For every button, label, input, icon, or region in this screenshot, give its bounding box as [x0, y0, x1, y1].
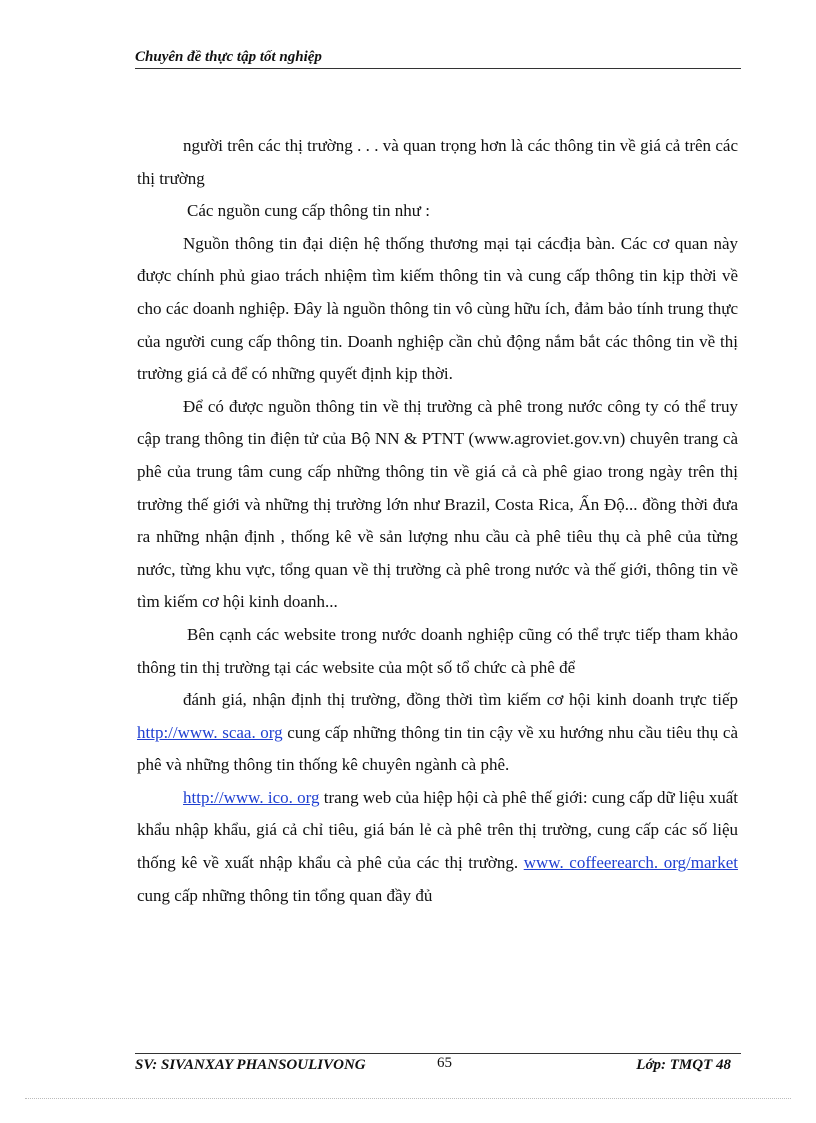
paragraph-7-text: trang web của hiệp hội cà phê thế giới: cung cấp dữ liệu xuất khẩu nhập khẩu, giá cả chỉ tiêu, giá bán lẻ cà phê trên thị trường, cung cấp các số liệu thống kê về xuất nhập khẩu cà phê của các thị trường.	[137, 787, 738, 873]
paragraph-7	[137, 782, 738, 912]
footer-divider	[135, 1053, 741, 1054]
paragraph-4: Để có được nguồn thông tin về thị trường cà phê trong nước công ty có thể truy cập trang thông tin điện tử của Bộ NN & PTNT (www.agroviet.gov.vn) chuyên trang cà phê của trung tâm cung cấp những thông tin về giá cả cà phê giao trong ngày trên thị trường thế giới và những thị trường lớn như Brazil, Costa Rica, Ấn Độ... đồng thời đưa ra những nhận định , thống kê về sản lượng nhu cầu cà phê tiêu thụ cà phê của từng nước, từng khu vực, tổng quan về thị trường cà phê trong nước và thế giới, thông tin về tìm kiếm cơ hội kinh doanh...	[137, 396, 738, 612]
page-number: 65	[437, 1055, 452, 1071]
paragraph-6-text: đánh giá, nhận định thị trường, đồng thời tìm kiếm cơ hội kinh doanh trực tiếp	[183, 690, 738, 710]
header-divider	[135, 68, 741, 69]
document-body	[137, 130, 738, 912]
paragraph-1: người trên các thị trường . . . và quan trọng hơn là các thông tin về giá cả trên các thị trường	[137, 136, 738, 188]
page-footer	[135, 1057, 741, 1081]
scaa-link[interactable]: http://www. scaa. org	[137, 722, 283, 742]
ico-link[interactable]: http://www. ico. org	[183, 787, 320, 807]
paragraph-7-end: cung cấp những thông tin tổng quan đầy đủ	[137, 885, 433, 905]
footer-class: Lớp: TMQT 48	[636, 1057, 731, 1073]
footer-student: SV: SIVANXAY PHANSOULIVONG	[135, 1057, 366, 1073]
header-title: Chuyên đề thực tập tốt nghiệp	[135, 49, 322, 65]
coffeerearch-link[interactable]: www. coffeerearch. org/market	[523, 853, 738, 873]
page-bottom-dotted-line	[25, 1098, 791, 1099]
paragraph-5: Bên cạnh các website trong nước doanh nghiệp cũng có thể trực tiếp tham khảo thông tin thị trường tại các website của một số tổ chức cà phê để	[137, 624, 738, 677]
paragraph-6	[137, 684, 738, 782]
paragraph-2: Các nguồn cung cấp thông tin như :	[187, 201, 430, 221]
paragraph-6-rest: cung cấp những thông tin tin cậy về xu hướng nhu cầu tiêu thụ cà phê và những thông tin thống kê chuyên ngành cà phê.	[137, 722, 739, 775]
paragraph-3: Nguồn thông tin đại diện hệ thống thương mại tại cácđịa bàn. Các cơ quan này được chính phủ giao trách nhiệm tìm kiếm thông tin và cung cấp thông tin kịp thời về cho các doanh nghiệp. Đây là nguồn thông tin vô cùng hữu ích, đảm bảo tính trung thực của người cung cấp thông tin. Doanh nghiệp cần chủ động nắm bắt các thông tin về thị trường giá cả để có những quyết định kịp thời.	[137, 233, 738, 384]
